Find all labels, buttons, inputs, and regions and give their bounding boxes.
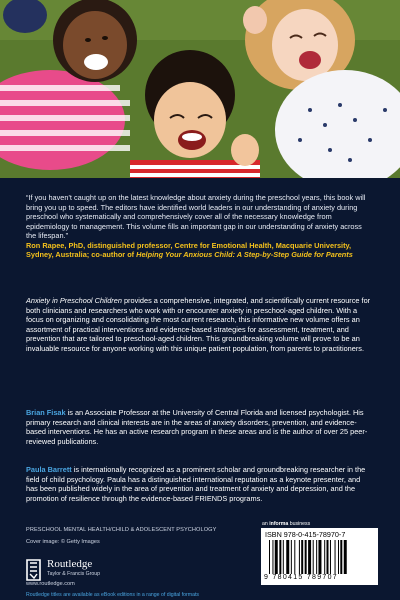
informa-suffix: business [288, 521, 311, 527]
routledge-logo-icon [24, 558, 43, 582]
isbn-label: ISBN 978-0-415-78970-7 [265, 530, 346, 539]
subject-category: PRESCHOOL MENTAL HEALTH/CHILD & ADOLESCENT PSYCHOLOGY [26, 527, 217, 533]
publisher-website: www.routledge.com [26, 581, 75, 587]
book-title-inline: Anxiety in Preschool Children [26, 296, 122, 305]
informa-brand: informa [269, 521, 289, 527]
quote-attribution [26, 241, 374, 260]
author-bio-text: is internationally recognized as a prominent scholar and groundbreaking researcher in the field of child psychology. Paula has a distinguished international reputation as a keynote presenter, and has been published widely in the area of prevention and treatment of anxiety and depression, and the promotion of resilience through the evidence-based FRIENDS programs. [26, 465, 366, 503]
cover-photo [0, 0, 400, 178]
author-bio-text: is an Associate Professor at the University of Central Florida and licensed psychologist. His primary research and clinical interests are in the areas of anxiety disorders, prevention, and evidence-based interventions. He has an active research program in these areas and is the author of over 25 peer-reviewed publications. [26, 408, 368, 446]
endorsement-quote [26, 193, 374, 260]
barcode-bars [269, 540, 369, 574]
attribution-book-title: Helping Your Anxious Child: A Step-by-Step Guide for Parents [136, 250, 353, 260]
author-name: Paula Barrett [26, 465, 72, 474]
publisher-group: Taylor & Francis Group [47, 571, 101, 577]
image-credit: Cover image: © Getty Images [26, 539, 100, 545]
isbn-barcode [261, 528, 378, 585]
author-name: Brian Fisak [26, 408, 66, 417]
quote-text: “If you haven't caught up on the latest knowledge about anxiety during the preschool years, this book will bring you up to speed. The editors have identified world leaders in our understanding of anxiety during preschool who systematically and comprehensively cover all of the necessary knowledge from epidemiology to management. This volume fills an important gap in our understanding of anxiety across the lifespan.” [26, 193, 366, 241]
ebook-note: Routledge titles are available as eBook editions in a range of digital formats [26, 592, 200, 598]
attribution-text: Ron Rapee, PhD, distinguished professor, Centre for Emotional Health, Macquarie University, Sydney, Australia; co-author of [26, 240, 352, 260]
publisher-name: Routledge [47, 558, 93, 570]
author-bio [26, 465, 374, 503]
barcode-number: 9 780415 789707 [264, 574, 338, 581]
informa-tagline [262, 521, 310, 527]
author-bio [26, 408, 374, 446]
book-description [26, 296, 374, 353]
informa-prefix: an [262, 521, 270, 527]
description-text: provides a comprehensive, integrated, and scientifically current resource for both clinicians and researchers who work with or encounter anxiety in preschool-aged children. With a focus on organizing and consolidating the most current research, this informative new volume offers an assortment of practical interventions and evidence-based strategies for assessment, treatment, and prevention that are tailored to preschool-aged children. This groundbreaking volume will prove to be an invaluable resource for anyone working with this unique patient population, from parents to practitioners. [26, 296, 371, 353]
children-photo-illustration [0, 0, 400, 178]
